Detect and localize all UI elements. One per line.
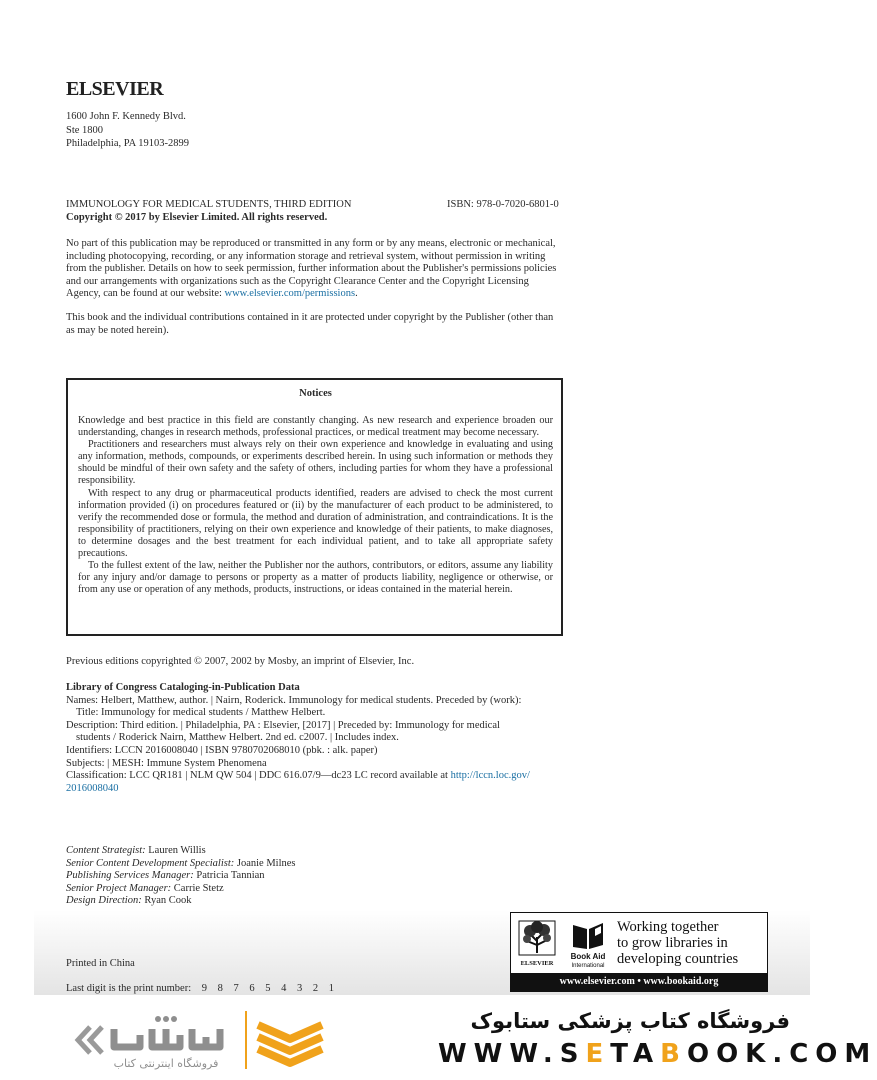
cip-identifiers: Identifiers: LCCN 2016008040 | ISBN 9780702068010 (pbk. : alk. paper) — [66, 744, 378, 756]
book-title: IMMUNOLOGY FOR MEDICAL STUDENTS, THIRD EDITION — [66, 199, 352, 210]
publisher-logo: ELSEVIER — [66, 78, 164, 100]
cip-classification — [66, 770, 560, 783]
url-part-accent: E — [585, 1039, 611, 1069]
cip-heading: Library of Congress Cataloging-in-Publication Data — [66, 682, 300, 693]
credit-role: Senior Project Manager: — [66, 882, 172, 894]
print-digit: 5 — [265, 983, 271, 994]
credit-line — [66, 883, 296, 896]
notice-paragraph: With respect to any drug or pharmaceutical products identified, readers are advised to check the most current information provided (i) on procedures featured or (ii) by the manufacturer of each product to be administered, to verify the recommended dose or formula, the method and duration of administration, and contraindications. It is the responsibility of practitioners, relying on their own experience and knowledge of their patients, to make diagnoses, to determine dosages and the best treatment for each individual patient, and to take all appropriate safety precautions. — [78, 487, 553, 560]
url-part: OOK.COM — [686, 1039, 877, 1069]
credit-role: Content Strategist: — [66, 845, 146, 856]
credit-role: Publishing Services Manager: — [66, 870, 194, 882]
url-part: TA — [610, 1039, 661, 1069]
print-digit: 4 — [281, 983, 287, 994]
permissions-link[interactable]: www.elsevier.com/permissions — [224, 288, 356, 300]
print-digit: 6 — [249, 983, 255, 994]
credit-name: Carrie Stetz — [171, 882, 224, 894]
copyright: Copyright © 2017 by Elsevier Limited. All rights reserved. — [66, 212, 328, 223]
credit-line — [66, 870, 296, 883]
credit-name: Joanie Milnes — [234, 857, 296, 869]
credit-role: Design Direction: — [66, 895, 142, 907]
printed-in: Printed in China — [66, 958, 135, 969]
permissions-end: . — [355, 288, 358, 300]
publisher-address — [66, 110, 189, 151]
permissions-paragraph — [66, 238, 560, 301]
cip-description-cont: students / Roderick Nairn, Matthew Helbert. 2nd ed. c2007. | Includes index. — [76, 732, 399, 744]
credit-line — [66, 895, 296, 908]
notices-box — [66, 378, 563, 636]
print-digit: 2 — [312, 983, 319, 994]
url-part: WWW.S — [438, 1039, 586, 1069]
svg-text:ELSEVIER: ELSEVIER — [520, 960, 554, 967]
credit-line — [66, 858, 296, 871]
print-digit: 8 — [217, 983, 223, 994]
cip-classification-text: Classification: LCC QR181 | NLM QW 504 | DDC 616.07/9—dc23 LC record available at — [66, 770, 451, 782]
cip-description: Description: Third edition. | Philadelphia, PA : Elsevier, [2017] | Preceded by: Immunology for medical — [66, 719, 500, 731]
cip-subjects: Subjects: | MESH: Immune System Phenomena — [66, 757, 267, 769]
notice-paragraph: Knowledge and best practice in this field are constantly changing. As new research and experience broaden our understanding, changes in research methods, professional practices, or medical treatment may become necessary. — [78, 415, 553, 439]
notice-paragraph: Practitioners and researchers must always rely on their own experience and knowledge in evaluating and using any information, methods, compounds, or experiments described herein. In using such information or methods they should be mindful of their own safety and the safety of others, including parties for whom they have a professional responsibility. — [78, 439, 553, 487]
print-digit: 7 — [233, 983, 239, 994]
cip-names-cont: Title: Immunology for medical students / Matthew Helbert. — [76, 707, 326, 719]
permissions-text: No part of this publication may be reproduced or transmitted in any form or by any means, electronic or mechanical, including photocopying, recording, or any information storage and retrieval system, without permission in writing from the publisher. Details on how to seek permission, further information about the Publisher's permissions policies and our arrangements with organizations such as the Copyright Clearance Center and the Copyright Licensing Agency, can be found at our website: — [66, 238, 557, 300]
notices-heading: Notices — [299, 388, 332, 399]
bookaid-slogan — [617, 919, 738, 967]
store-url[interactable] — [438, 1039, 877, 1069]
bookaid-line: developing countries — [617, 951, 739, 967]
lccn-link-cont[interactable]: 2016008040 — [66, 782, 119, 794]
print-digit: 1 — [328, 983, 334, 994]
store-banner — [0, 995, 877, 1080]
elsevier-tree-icon — [517, 919, 557, 969]
url-part-accent: B — [660, 1039, 687, 1069]
store-name: فروشگاه کتاب پزشکی ستابوک — [470, 1009, 790, 1033]
bookaid-line: to grow libraries in — [617, 935, 728, 951]
credit-line — [66, 845, 296, 858]
credit-name: Lauren Willis — [145, 845, 206, 856]
previous-editions: Previous editions copyrighted © 2007, 2002 by Mosby, an imprint of Elsevier, Inc. — [66, 656, 415, 667]
credit-name: Ryan Cook — [141, 895, 192, 907]
bookaid-top — [511, 913, 767, 973]
lccn-link[interactable]: http://lccn.loc.gov/ — [450, 770, 530, 782]
print-digit: 3 — [296, 983, 303, 994]
svg-text:فروشگاه اینترنتی کتاب: فروشگاه اینترنتی کتاب — [113, 1057, 219, 1070]
address-line: Ste 1800 — [66, 124, 104, 136]
svg-text:Book Aid: Book Aid — [570, 952, 606, 961]
credit-role: Senior Content Development Specialist: — [66, 857, 235, 869]
isbn: ISBN: 978-0-7020-6801-0 — [447, 199, 559, 210]
bookaid-line: Working together — [617, 919, 719, 935]
notice-paragraph: To the fullest extent of the law, neither the Publisher nor the authors, contributors, or editors, assume any liability for any injury and/or damage to persons or property as a matter of products liability, negligence or otherwise, or from any use or operation of any methods, products, instructions, or ideas contained in the material herein. — [78, 560, 553, 596]
address-line: Philadelphia, PA 19103-2899 — [66, 138, 189, 149]
cip-names: Names: Helbert, Matthew, author. | Nairn, Roderick. Immunology for medical students. Preceded by (work): — [66, 694, 522, 706]
bookaid-icon — [565, 919, 611, 969]
credits — [66, 845, 296, 908]
bookaid-urls[interactable]: www.elsevier.com • www.bookaid.org — [511, 973, 767, 991]
print-number-label: Last digit is the print number: — [66, 983, 192, 994]
protection-paragraph: This book and the individual contributions contained in it are protected under copyright by the Publisher (other than as may be noted herein). — [66, 312, 554, 336]
credit-name: Patricia Tannian — [193, 870, 265, 882]
cip-data — [66, 682, 560, 795]
print-number-line — [66, 983, 334, 996]
address-line: 1600 John F. Kennedy Blvd. — [66, 111, 186, 122]
print-digit: 9 — [201, 983, 207, 994]
svg-text:International: International — [571, 963, 605, 969]
setabook-logo-icon — [70, 1007, 340, 1073]
bookaid-box — [510, 912, 768, 992]
